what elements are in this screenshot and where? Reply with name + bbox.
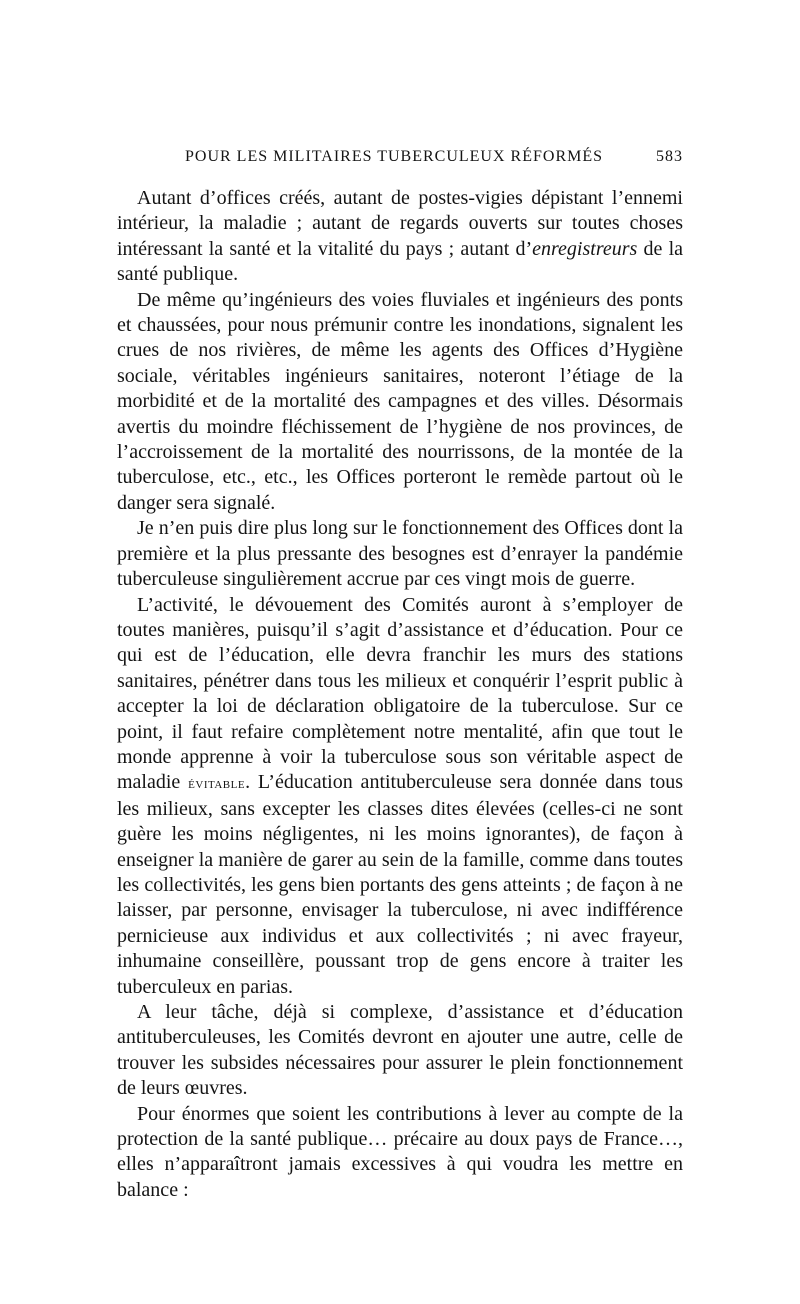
paragraph: Je n’en puis dire plus long sur le fonctionnement des Offices dont la première et la plus pressante des besognes est d’enrayer la pandémie tuberculeuse singulièrement accrue par ces vingt mois de guerre.	[117, 517, 683, 591]
paragraph: De même qu’ingénieurs des voies fluviales et ingénieurs des ponts et chaussées, pour nous prémunir contre les inondations, signalent les crues de nos rivières, de même les agents des Offices d’Hygiène sociale, véritables ingénieurs sanitaires, noteront l’étiage de la morbidité et de la mortalité des campagnes et des villes. Désormais avertis du moindre fléchissement de l’hygiène de nos provinces, de l’accroissement de la mortalité des nourrissons, de la montée de la tuberculose, etc., etc., les Offices porteront le remède partout où le danger sera signalé.	[117, 288, 683, 514]
small-caps-term: évitable	[188, 775, 246, 793]
page-number: 583	[656, 148, 683, 165]
italic-term: enregistreurs	[532, 237, 638, 260]
running-header	[117, 148, 683, 172]
paragraph: A leur tâche, déjà si complexe, d’assistance et d’éducation antituberculeuses, les Comités devront en ajouter une autre, celle de trouver les subsides nécessaires pour assurer le plein fonctionnement de leurs œuvres.	[117, 1001, 683, 1100]
running-title: POUR LES MILITAIRES TUBERCULEUX RÉFORMÉS	[185, 148, 604, 165]
paragraph: L’activité, le dévouement des Comités auront à s’employer de toutes manières, puisqu’il s’agit d’assistance et d’éducation. Pour ce qui est de l’éducation, elle devra franchir les murs des stations sanitaires, pénétrer dans tous les milieux et conquérir l’esprit public à accepter la loi de déclaration obligatoire de la tuberculose. Sur ce point, il faut refaire complètement notre mentalité, afin que tout le monde apprenne à voir la tuberculose sous son véritable aspect de maladie évitable. L’éducation antituberculeuse sera donnée dans tous les milieux, sans excepter les classes dites élevées (celles-ci ne sont guère les moins négligentes, ni les moins ignorantes), de façon à enseigner la manière de garer au sein de la famille, comme dans toutes les collectivités, les gens bien portants des gens atteints ; de façon à ne laisser, par personne, envisager la tuberculose, ni avec indifférence pernicieuse aux individus et aux collectivités ; ni avec frayeur, inhumaine conseillère, poussant trop de gens encore à traiter les tuberculeux en parias.	[117, 593, 683, 998]
body-text	[117, 186, 683, 1203]
paragraph: Autant d’offices créés, autant de postes-vigies dépistant l’ennemi intérieur, la maladie ; autant de regards ouverts sur toutes choses intéressant la santé et la vitalité du pays ; autant d’enregistreurs de la santé publique.	[117, 187, 684, 286]
paragraph: Pour énormes que soient les contributions à lever au compte de la protection de la santé publique… précaire au doux pays de France…, elles n’apparaîtront jamais excessives à qui voudra les mettre en balance :	[117, 1102, 683, 1201]
